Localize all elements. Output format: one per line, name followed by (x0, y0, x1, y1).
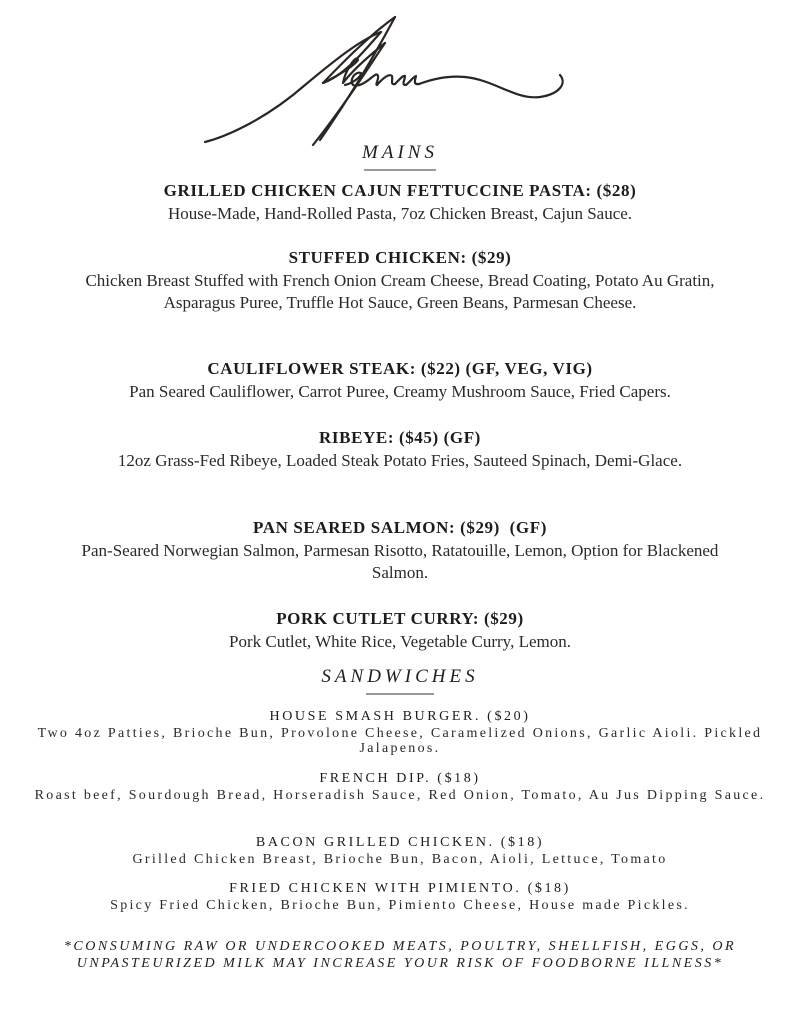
menu-item-description: Roast beef, Sourdough Bread, Horseradish Sauce, Red Onion, Tomato, Au Jus Dipping Sauce. (34, 788, 766, 803)
menu-item-name: PAN SEARED SALMON: ($29) (GF) (253, 518, 547, 537)
menu-item-description: Chicken Breast Stuffed with French Onion Cream Cheese, Bread Coating, Potato Au Gratin, Asparagus Puree, Truffle Hot Sauce, Green Beans, Parmesan Cheese. (85, 271, 715, 312)
menu-item-name: CAULIFLOWER STEAK: ($22) (GF, VEG, VIG) (207, 359, 593, 378)
menu-item (0, 516, 800, 584)
section-divider (366, 693, 434, 695)
menu-item-name: HOUSE SMASH BURGER. ($20) (269, 709, 531, 724)
menu-item (0, 607, 800, 653)
menu-item-description: Spicy Fried Chicken, Brioche Bun, Pimiento Cheese, House made Pickles. (110, 898, 690, 913)
menu-item-description: Two 4oz Patties, Brioche Bun, Provolone Cheese, Caramelized Onions, Garlic Aioli. Pickled Jalapenos. (37, 726, 763, 756)
menu-item (0, 708, 800, 756)
menu-item (0, 246, 800, 314)
menu-item-description: 12oz Grass-Fed Ribeye, Loaded Steak Potato Fries, Sauteed Spinach, Demi-Glace. (117, 451, 683, 470)
menu-item-description: Grilled Chicken Breast, Brioche Bun, Bacon, Aioli, Lettuce, Tomato (132, 852, 668, 867)
menu-item-name: GRILLED CHICKEN CAJUN FETTUCCINE PASTA: ($28) (163, 181, 637, 200)
food-safety-disclaimer: *CONSUMING RAW OR UNDERCOOKED MEATS, POULTRY, SHELLFISH, EGGS, OR UNPASTEURIZED MILK MAY INCREASE YOUR RISK OF FOODBORNE ILLNESS* (63, 939, 737, 971)
menu-item-name: RIBEYE: ($45) (GF) (319, 428, 481, 447)
menu-item-description: Pan-Seared Norwegian Salmon, Parmesan Risotto, Ratatouille, Lemon, Option for Blackened Salmon. (81, 541, 719, 582)
menu-item-name: BACON GRILLED CHICKEN. ($18) (255, 835, 545, 850)
menu-item (0, 834, 800, 867)
menu-script-logo (195, 5, 575, 150)
menu-item (0, 770, 800, 803)
menu-item-name: STUFFED CHICKEN: ($29) (288, 248, 512, 267)
section-divider (364, 169, 436, 171)
menu-item-description: Pork Cutlet, White Rice, Vegetable Curry, Lemon. (229, 632, 571, 651)
menu-item-description: Pan Seared Cauliflower, Carrot Puree, Creamy Mushroom Sauce, Fried Capers. (129, 382, 671, 401)
menu-item (0, 357, 800, 403)
section-heading-sandwiches: SANDWICHES (321, 666, 479, 687)
menu-item-description: House-Made, Hand-Rolled Pasta, 7oz Chicken Breast, Cajun Sauce. (167, 204, 633, 223)
menu-item-name: PORK CUTLET CURRY: ($29) (276, 609, 524, 628)
menu-item-name: FRIED CHICKEN WITH PIMIENTO. ($18) (229, 881, 571, 896)
section-heading-mains: MAINS (362, 142, 438, 163)
menu-item-name: FRENCH DIP. ($18) (319, 771, 481, 786)
menu-item (0, 179, 800, 225)
menu-item (0, 426, 800, 472)
menu-item (0, 880, 800, 913)
